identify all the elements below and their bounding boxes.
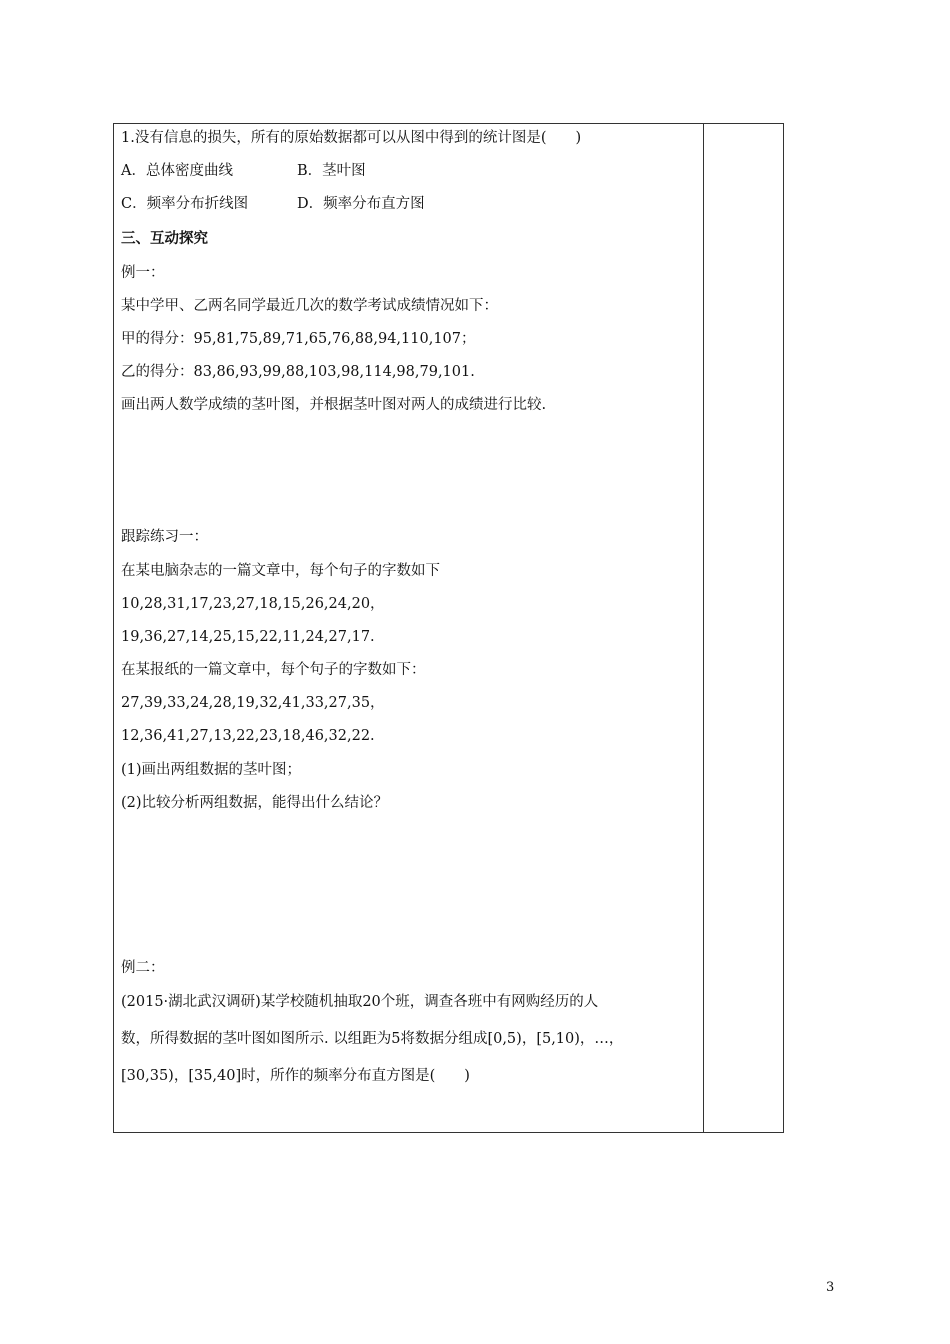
example1-label: 例一： xyxy=(121,265,165,281)
q1-stem: 1.没有信息的损失，所有的原始数据都可以从图中得到的统计图是( ) xyxy=(121,130,582,146)
practice1-label: 跟踪练习一： xyxy=(121,529,208,545)
option-b: B．茎叶图 xyxy=(297,163,366,179)
q1-options-row2 xyxy=(121,194,425,214)
example1-yi-scores: 乙的得分：83,86,93,99,88,103,98,114,98,79,101. xyxy=(121,364,475,380)
example2-line3: [30,35)，[35,40]时，所作的频率分布直方图是( ) xyxy=(121,1068,470,1084)
example1-intro: 某中学甲、乙两名同学最近几次的数学考试成绩情况如下： xyxy=(121,298,498,314)
option-a: A．总体密度曲线 xyxy=(121,163,233,179)
q1-options-row1 xyxy=(121,161,366,181)
practice1-data2a: 27,39,33,24,28,19,32,41,33,27,35， xyxy=(121,695,385,711)
example2-line1: (2015·湖北武汉调研)某学校随机抽取20个班，调查各班中有网购经历的人 xyxy=(121,994,599,1010)
example2-line2: 数，所得数据的茎叶图如图所示. 以组距为5将数据分组成[0,5)，[5,10)，…， xyxy=(121,1031,624,1047)
option-c: C．频率分布折线图 xyxy=(121,196,249,212)
example1-jia-scores: 甲的得分：95,81,75,89,71,65,76,88,94,110,107； xyxy=(121,331,476,347)
option-d: D．频率分布直方图 xyxy=(297,196,425,212)
practice1-intro1: 在某电脑杂志的一篇文章中，每个句子的字数如下 xyxy=(121,563,440,579)
practice1-data2b: 12,36,41,27,13,22,23,18,46,32,22. xyxy=(121,728,375,744)
section-heading: 三、互动探究 xyxy=(121,230,208,247)
practice1-data1b: 19,36,27,14,25,15,22,11,24,27,17. xyxy=(121,629,375,645)
practice1-intro2: 在某报纸的一篇文章中，每个句子的字数如下： xyxy=(121,662,426,678)
practice1-data1a: 10,28,31,17,23,27,18,15,26,24,20， xyxy=(121,596,385,612)
practice1-question2: (2)比较分析两组数据，能得出什么结论？ xyxy=(121,795,389,811)
example1-task: 画出两人数学成绩的茎叶图，并根据茎叶图对两人的成绩进行比较. xyxy=(121,397,547,413)
example2-label: 例二： xyxy=(121,960,165,976)
practice1-question1: (1)画出两组数据的茎叶图； xyxy=(121,762,302,778)
column-divider xyxy=(703,124,704,1132)
page-number: 3 xyxy=(826,1280,835,1295)
